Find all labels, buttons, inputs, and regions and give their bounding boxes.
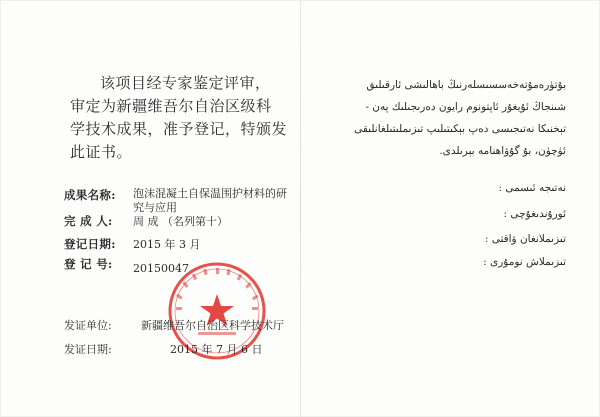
intro-line: 学技术成果，准予登记，特颁发	[70, 120, 288, 138]
issue-date-value: 2015 年 7 月 6 日	[170, 343, 263, 356]
registration-date-value: 2015 年 3 月	[133, 238, 201, 251]
issuer-value: 新疆维吾尔自治区科学技术厅	[141, 319, 284, 332]
uyghur-name-label: نەتىجە ئىسمى :	[498, 182, 566, 194]
achievement-name-label: 成果名称:	[64, 188, 116, 202]
intro-line: 此证书。	[70, 143, 133, 161]
issue-date-label: 发证日期:	[64, 343, 112, 356]
uyghur-intro	[326, 74, 566, 162]
uyghur-number-label: تىزىملاش نومۇرى :	[483, 256, 566, 268]
completer-value: 周 成 （名列第十）	[133, 215, 228, 228]
achievement-name-value: 泡沫混凝土自保温围护材料的研究与应用	[133, 187, 287, 214]
registration-date-label: 登记日期:	[64, 237, 116, 251]
uyghur-intro-line: شىنجاڭ ئۇيغۇر ئاپتونوم رايون دەرىجىلىك پەن -	[365, 101, 566, 113]
uyghur-completer-label: ئورۇندىغۇچى :	[503, 208, 566, 220]
completer-label: 完 成 人:	[64, 214, 113, 228]
uyghur-intro-line: ئۈچۈن، بۇ گۇۋاھنامە بېرىلدى.	[439, 145, 566, 157]
issuer-label: 发证单位:	[64, 319, 112, 332]
registration-number-label: 登 记 号:	[64, 257, 113, 271]
registration-number-value: 20150047	[133, 262, 189, 275]
uyghur-intro-line: بۇتۈرەمۇتەخەسسىسلەرنىڭ باھالىشى ئارقىلىق	[366, 79, 566, 91]
intro-line: 该项目经专家鉴定评审，	[100, 74, 271, 92]
intro-line: 审定为新疆维吾尔自治区级科	[70, 97, 272, 115]
uyghur-intro-line: تېخنىكا نەتىجىسى دەپ بېكىتىلىپ تىزىملىتىلغانلىقى	[354, 123, 566, 135]
page-fold	[300, 0, 301, 417]
uyghur-date-label: تىزىملانغان ۋاقتى :	[484, 233, 566, 245]
certificate-intro	[70, 72, 288, 164]
